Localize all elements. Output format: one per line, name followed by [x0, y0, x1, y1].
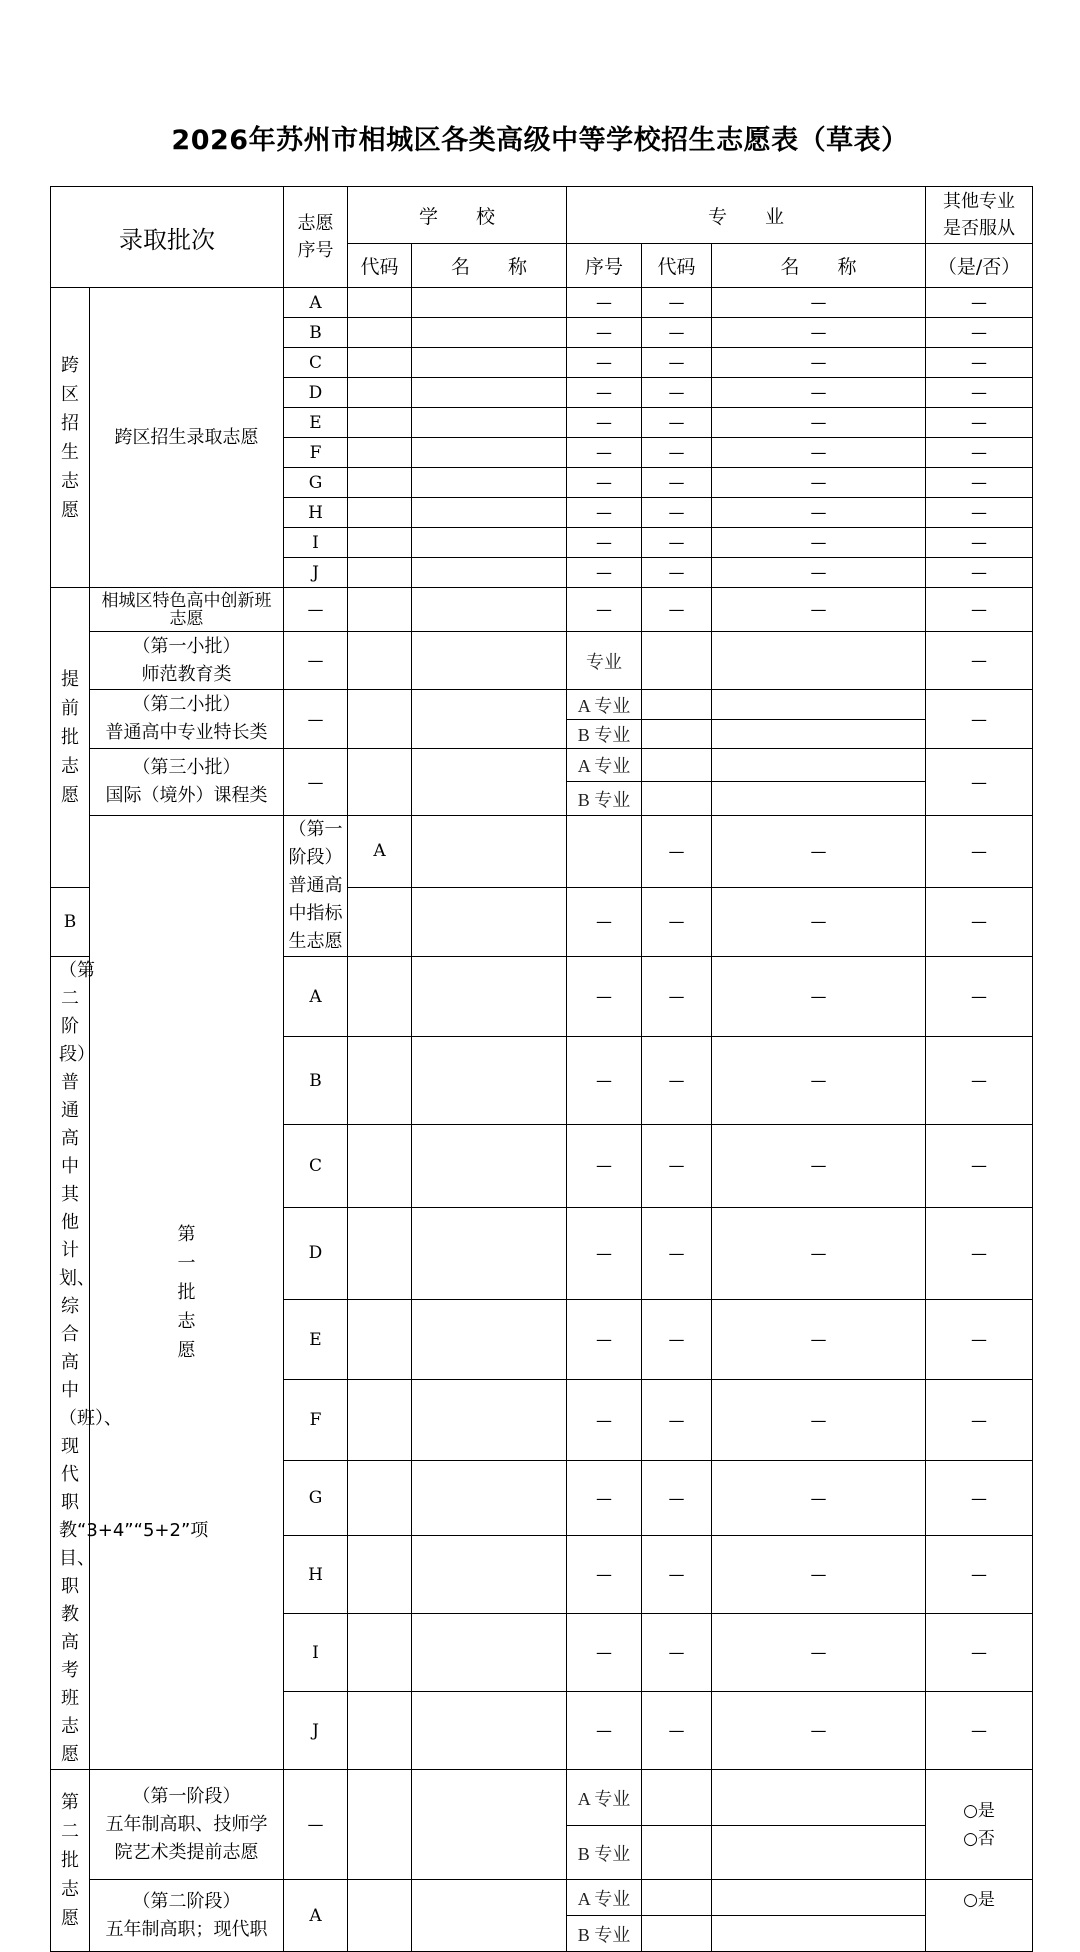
dash-cell: — [926, 408, 1033, 438]
order-letter: F [284, 438, 348, 468]
header-batch: 录取批次 [51, 187, 284, 288]
order-letter: C [284, 1124, 348, 1207]
dash-cell: — [712, 1037, 926, 1125]
major-seq-cell: B 专业 [567, 1826, 642, 1880]
school-code-cell[interactable] [348, 1207, 412, 1299]
school-code-cell[interactable] [348, 1380, 412, 1460]
dash-cell: — [567, 498, 642, 528]
dash-cell: — [567, 957, 642, 1037]
major-seq-cell: A 专业 [567, 749, 642, 782]
major-seq-cell: B 专业 [567, 1916, 642, 1952]
dash-cell: — [642, 1300, 712, 1380]
dash-cell: — [567, 1037, 642, 1125]
school-name-cell[interactable] [412, 408, 567, 438]
dash-cell: — [567, 378, 642, 408]
dash-cell: — [642, 1380, 712, 1460]
school-code-cell[interactable] [348, 468, 412, 498]
first-stage1-label: （第一阶段） 普通高中指标生志愿 [284, 816, 348, 957]
dash-cell: — [712, 816, 926, 888]
major-code-cell[interactable] [642, 1880, 712, 1916]
school-code-cell[interactable] [348, 528, 412, 558]
dash-cell: — [712, 1207, 926, 1299]
school-name-cell[interactable] [412, 1380, 567, 1460]
dash-cell: — [926, 558, 1033, 588]
school-name-cell[interactable] [412, 749, 567, 816]
dash-cell: — [926, 348, 1033, 378]
school-code-cell[interactable] [348, 690, 412, 749]
first-stage2-label: （第二阶段） 普通高中其他计划、综合高中（班）、现代职教“3+4”“5+2”项目、职教高考班志愿 [51, 957, 90, 1770]
dash-cell: — [642, 1207, 712, 1299]
major-seq-cell: B 专业 [567, 782, 642, 816]
dash-cell: — [642, 498, 712, 528]
order-letter: J [284, 558, 348, 588]
dash-cell: — [642, 558, 712, 588]
dash-cell: — [926, 1692, 1033, 1770]
dash-cell: — [926, 498, 1033, 528]
major-name-cell[interactable] [712, 1826, 926, 1880]
dash-cell: — [567, 468, 642, 498]
header-order: 志愿序号 [284, 187, 348, 288]
dash-cell: — [926, 1124, 1033, 1207]
order-letter: E [284, 408, 348, 438]
dash-cell: — [567, 318, 642, 348]
dash-cell: — [642, 1614, 712, 1692]
order-letter: C [284, 348, 348, 378]
dash-cell: — [712, 288, 926, 318]
section-label-early: 提前批志愿 [51, 588, 90, 888]
dash-cell: — [567, 408, 642, 438]
dash-cell: — [284, 1770, 348, 1880]
dash-cell: — [642, 348, 712, 378]
order-letter: A [284, 957, 348, 1037]
order-letter: A [284, 1880, 348, 1952]
school-name-cell[interactable] [412, 1536, 567, 1614]
school-name-cell[interactable] [412, 632, 567, 690]
major-code-cell[interactable] [642, 690, 712, 720]
dash-cell: — [712, 1380, 926, 1460]
yes-no-options[interactable] [926, 1880, 1033, 1952]
page-title: 2026年苏州市相城区各类高级中等学校招生志愿表（草表） [171, 125, 909, 156]
school-name-cell[interactable] [412, 378, 567, 408]
dash-cell: — [926, 1614, 1033, 1692]
major-seq-cell: A 专业 [567, 690, 642, 720]
dash-cell: — [926, 1380, 1033, 1460]
major-code-cell[interactable] [642, 1916, 712, 1952]
dash-cell: — [926, 588, 1033, 632]
header-major-seq: 序号 [567, 244, 642, 288]
major-name-cell[interactable] [712, 749, 926, 782]
major-code-cell[interactable] [642, 782, 712, 816]
dash-cell: — [926, 749, 1033, 816]
school-code-cell[interactable] [348, 1536, 412, 1614]
dash-cell: — [642, 1124, 712, 1207]
dash-cell: — [712, 498, 926, 528]
section-label-first: 第一批志愿 [90, 816, 284, 1770]
dash-cell: — [712, 1124, 926, 1207]
dash-cell: — [642, 468, 712, 498]
major-name-cell[interactable] [712, 1880, 926, 1916]
major-name-cell[interactable] [712, 782, 926, 816]
dash-cell: — [712, 588, 926, 632]
dash-cell: — [284, 749, 348, 816]
order-letter: A [348, 816, 412, 888]
dash-cell: — [926, 378, 1033, 408]
dash-cell: — [712, 1692, 926, 1770]
dash-cell: — [567, 1380, 642, 1460]
second-stage1-label: （第一阶段） 五年制高职、技师学院艺术类提前志愿 [90, 1770, 284, 1880]
school-name-cell[interactable] [412, 588, 567, 632]
order-letter: E [284, 1300, 348, 1380]
order-letter: F [284, 1380, 348, 1460]
school-code-cell[interactable] [348, 588, 412, 632]
dash-cell: — [712, 318, 926, 348]
order-letter: A [284, 288, 348, 318]
dash-cell: — [926, 528, 1033, 558]
school-code-cell[interactable] [348, 348, 412, 378]
school-code-cell[interactable] [348, 558, 412, 588]
dash-cell: — [712, 438, 926, 468]
option-yes: ○是 [963, 1800, 995, 1821]
yes-no-options[interactable] [926, 1770, 1033, 1880]
school-code-cell[interactable] [412, 816, 567, 888]
dash-cell: — [642, 1692, 712, 1770]
school-name-cell[interactable] [412, 1614, 567, 1692]
dash-cell: — [712, 378, 926, 408]
dash-cell: — [642, 816, 712, 888]
dash-cell: — [712, 468, 926, 498]
school-name-cell[interactable] [412, 348, 567, 378]
second-stage2-label: （第二阶段） 五年制高职；现代职 [90, 1880, 284, 1952]
dash-cell: — [926, 438, 1033, 468]
dash-cell: — [926, 468, 1033, 498]
major-name-cell[interactable] [712, 690, 926, 720]
order-letter: B [284, 1037, 348, 1125]
dash-cell: — [567, 1300, 642, 1380]
header-yes-no: （是/否） [926, 244, 1033, 288]
dash-cell: — [926, 887, 1033, 956]
school-code-cell[interactable] [348, 1300, 412, 1380]
dash-cell: — [642, 1037, 712, 1125]
school-code-cell[interactable] [348, 1880, 412, 1952]
dash-cell: — [712, 408, 926, 438]
school-name-cell[interactable] [412, 498, 567, 528]
dash-cell: — [712, 1536, 926, 1614]
dash-cell: — [926, 1300, 1033, 1380]
order-letter: I [284, 528, 348, 558]
section-label-second: 第二批志愿 [51, 1770, 90, 1952]
dash-cell: — [642, 318, 712, 348]
order-letter: G [284, 468, 348, 498]
school-code-cell[interactable] [348, 318, 412, 348]
dash-cell: — [567, 1207, 642, 1299]
order-letter: D [284, 1207, 348, 1299]
school-name-cell[interactable] [412, 957, 567, 1037]
dash-cell: — [567, 1614, 642, 1692]
dash-cell: — [567, 288, 642, 318]
major-code-cell[interactable] [642, 720, 712, 749]
order-letter: H [284, 498, 348, 528]
dash-cell: — [712, 528, 926, 558]
dash-cell: — [712, 1614, 926, 1692]
dash-cell: — [712, 1300, 926, 1380]
school-name-cell[interactable] [412, 1207, 567, 1299]
dash-cell: — [642, 408, 712, 438]
header-major-name: 名 称 [712, 244, 926, 288]
school-name-cell[interactable] [412, 1770, 567, 1880]
school-code-cell[interactable] [348, 498, 412, 528]
school-code-cell[interactable] [348, 438, 412, 468]
school-name-cell[interactable] [567, 816, 642, 888]
major-name-cell[interactable] [712, 720, 926, 749]
school-code-cell[interactable] [348, 749, 412, 816]
dash-cell: — [642, 1460, 712, 1535]
early-item-international: （第三小批） 国际（境外）课程类 [90, 749, 284, 816]
school-name-cell[interactable] [412, 1880, 567, 1952]
school-code-cell[interactable] [348, 632, 412, 690]
dash-cell: — [567, 1124, 642, 1207]
major-name-cell[interactable] [712, 632, 926, 690]
dash-cell: — [284, 588, 348, 632]
school-code-cell[interactable] [348, 1770, 412, 1880]
dash-cell: — [284, 632, 348, 690]
major-code-cell[interactable] [642, 749, 712, 782]
dash-cell: — [926, 1460, 1033, 1535]
order-letter: G [284, 1460, 348, 1535]
early-item-specialty: （第二小批） 普通高中专业特长类 [90, 690, 284, 749]
dash-cell: — [642, 887, 712, 956]
dash-cell: — [712, 1460, 926, 1535]
option-yes: ○是 [963, 1890, 995, 1910]
major-name-cell[interactable] [712, 1916, 926, 1952]
header-school-name: 名 称 [412, 244, 567, 288]
dash-cell: — [926, 288, 1033, 318]
school-code-cell[interactable] [348, 408, 412, 438]
school-code-cell[interactable] [348, 288, 412, 318]
dash-cell: — [926, 1207, 1033, 1299]
dash-cell: — [642, 957, 712, 1037]
dash-cell: — [567, 1460, 642, 1535]
major-code-cell[interactable] [642, 632, 712, 690]
school-name-cell[interactable] [412, 690, 567, 749]
order-letter: B [51, 887, 90, 956]
school-code-cell[interactable] [348, 1460, 412, 1535]
dash-cell: — [926, 318, 1033, 348]
dash-cell: — [926, 816, 1033, 888]
school-name-cell[interactable] [412, 1692, 567, 1770]
header-other-major: 其他专业是否服从 [926, 187, 1033, 244]
order-letter: B [284, 318, 348, 348]
dash-cell: — [642, 288, 712, 318]
early-item-teacher: （第一小批） 师范教育类 [90, 632, 284, 690]
dash-cell: — [642, 438, 712, 468]
school-name-cell[interactable] [412, 528, 567, 558]
header-school: 学 校 [348, 187, 567, 244]
dash-cell: — [712, 957, 926, 1037]
dash-cell: — [926, 632, 1033, 690]
dash-cell: — [567, 528, 642, 558]
header-school-code: 代码 [348, 244, 412, 288]
major-seq-cell: A 专业 [567, 1880, 642, 1916]
dash-cell: — [712, 887, 926, 956]
school-name-cell[interactable] [412, 1460, 567, 1535]
major-seq-cell: 专业 [567, 632, 642, 690]
school-name-cell[interactable] [412, 318, 567, 348]
dash-cell: — [926, 1037, 1033, 1125]
school-code-cell[interactable] [348, 1692, 412, 1770]
school-code-cell[interactable] [348, 378, 412, 408]
order-letter: I [284, 1614, 348, 1692]
section-label-cross: 跨区招生志愿 [51, 288, 90, 588]
header-major-code: 代码 [642, 244, 712, 288]
dash-cell: — [567, 588, 642, 632]
school-code-cell[interactable] [348, 957, 412, 1037]
dash-cell: — [642, 1536, 712, 1614]
school-code-cell[interactable] [348, 1037, 412, 1125]
school-name-cell[interactable] [412, 1300, 567, 1380]
dash-cell: — [642, 588, 712, 632]
dash-cell: — [567, 887, 642, 956]
dash-cell: — [926, 690, 1033, 749]
header-major: 专 业 [567, 187, 926, 244]
order-letter: J [284, 1692, 348, 1770]
dash-cell: — [926, 957, 1033, 1037]
dash-cell: — [567, 1536, 642, 1614]
major-seq-cell: B 专业 [567, 720, 642, 749]
cross-item-label: 跨区招生录取志愿 [90, 288, 284, 588]
dash-cell: — [284, 690, 348, 749]
school-name-cell[interactable] [412, 438, 567, 468]
major-name-cell[interactable] [712, 1770, 926, 1826]
order-letter: D [284, 378, 348, 408]
school-name-cell[interactable] [412, 1037, 567, 1125]
early-item-innovation: 相城区特色高中创新班志愿 [90, 588, 284, 632]
dash-cell: — [567, 1692, 642, 1770]
dash-cell: — [926, 1536, 1033, 1614]
school-name-cell[interactable] [412, 887, 567, 956]
dash-cell: — [567, 558, 642, 588]
school-name-cell[interactable] [412, 558, 567, 588]
dash-cell: — [567, 438, 642, 468]
school-code-cell[interactable] [348, 887, 412, 956]
order-letter: H [284, 1536, 348, 1614]
school-code-cell[interactable] [348, 1614, 412, 1692]
major-code-cell[interactable] [642, 1826, 712, 1880]
school-name-cell[interactable] [412, 288, 567, 318]
dash-cell: — [712, 348, 926, 378]
dash-cell: — [712, 558, 926, 588]
dash-cell: — [642, 528, 712, 558]
major-code-cell[interactable] [642, 1770, 712, 1826]
application-form-table [50, 186, 1033, 1952]
school-code-cell[interactable] [348, 1124, 412, 1207]
dash-cell: — [567, 348, 642, 378]
option-no: ○否 [963, 1828, 995, 1849]
school-name-cell[interactable] [412, 468, 567, 498]
major-seq-cell: A 专业 [567, 1770, 642, 1826]
school-name-cell[interactable] [412, 1124, 567, 1207]
dash-cell: — [642, 378, 712, 408]
